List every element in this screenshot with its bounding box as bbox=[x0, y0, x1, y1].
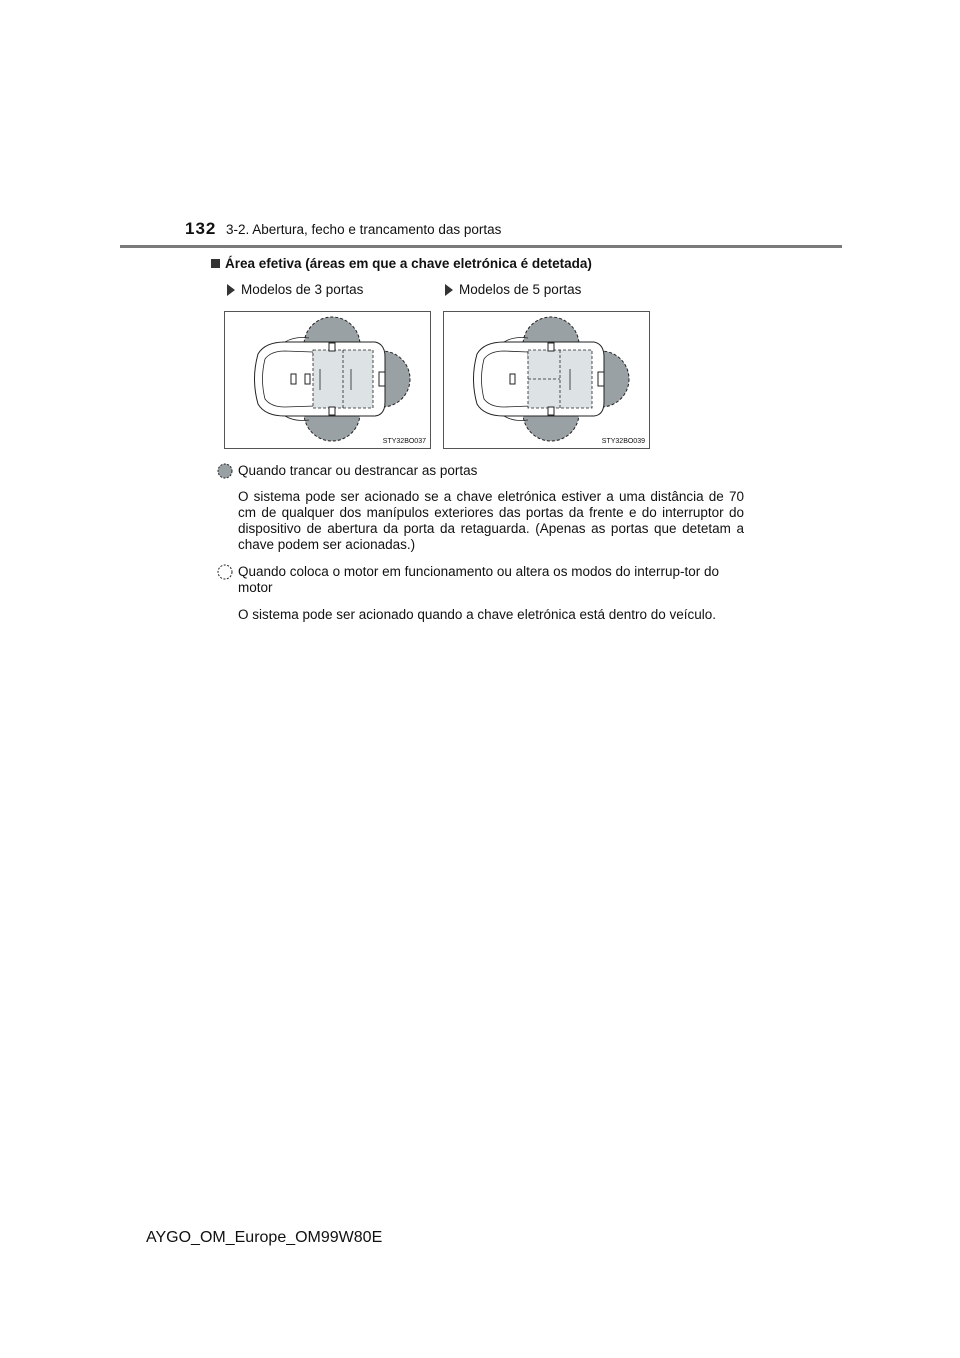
legend-item-engine-start bbox=[216, 564, 744, 596]
legend-title: Quando trancar ou destrancar as portas bbox=[238, 463, 478, 478]
figure-code: STY32BO037 bbox=[382, 438, 426, 445]
triangle-bullet-icon bbox=[445, 284, 453, 296]
figure-label-3-door-text: Modelos de 3 portas bbox=[241, 282, 364, 297]
legend-item-lock-unlock bbox=[216, 463, 477, 479]
legend-description: O sistema pode ser acionado se a chave eletrónica estiver a uma distância de 70 cm de qualquer dos manípulos exteriores das portas da frente e do interruptor do dispositivo de abertura da porta da retaguarda. (Apenas as portas que detetam a chave podem ser acionadas.) bbox=[238, 489, 744, 552]
filled-dashed-circle-icon bbox=[216, 463, 238, 479]
figure-label-3-door bbox=[227, 282, 363, 297]
legend-title: Quando coloca o motor em funcionamento ou altera os modos do interrup-tor do motor bbox=[238, 564, 720, 595]
figure-label-5-door-text: Modelos de 5 portas bbox=[459, 282, 582, 297]
footer-doc-id: AYGO_OM_Europe_OM99W80E bbox=[146, 1229, 383, 1246]
dashed-outline-area-icon bbox=[216, 564, 238, 580]
section-heading bbox=[211, 256, 592, 271]
figure-3-door-key-zones bbox=[224, 311, 431, 449]
legend-description: O sistema pode ser acionado quando a chave eletrónica está dentro do veículo. bbox=[238, 607, 717, 622]
triangle-bullet-icon bbox=[227, 284, 235, 296]
section-heading-text: Área efetiva (áreas em que a chave eletrónica é detetada) bbox=[225, 256, 592, 271]
square-bullet-icon bbox=[211, 259, 220, 268]
page-number: 132 bbox=[185, 219, 217, 238]
figure-5-door-key-zones bbox=[443, 311, 650, 449]
figure-label-5-door bbox=[445, 282, 581, 297]
figure-code: STY32BO039 bbox=[601, 438, 645, 445]
car-top-view-5-door-icon bbox=[444, 312, 649, 448]
header-rule bbox=[120, 245, 842, 248]
car-top-view-3-door-icon bbox=[225, 312, 430, 448]
running-header: 3-2. Abertura, fecho e trancamento das portas bbox=[226, 222, 502, 237]
